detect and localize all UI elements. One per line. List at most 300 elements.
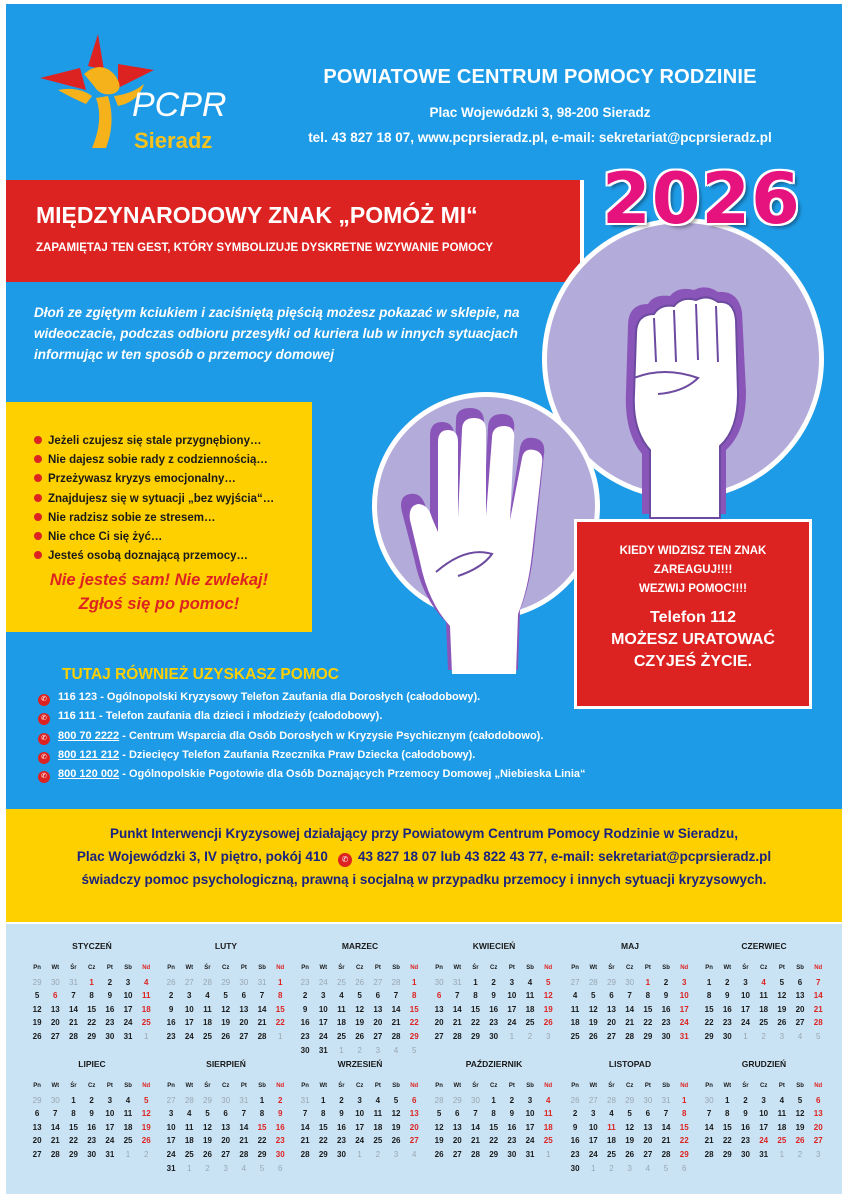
calendar-day: 18 (184, 1136, 194, 1146)
calendar-day: 11 (337, 1004, 346, 1014)
calendar-day: 3 (393, 1149, 399, 1159)
calendar-day: 17 (759, 1122, 769, 1132)
calendar-day: 20 (813, 1122, 823, 1132)
calendar-day: 17 (741, 1004, 750, 1014)
calendar-day: 22 (704, 1018, 714, 1028)
calendar-day: 28 (300, 1149, 310, 1159)
calendar-day: 30 (507, 1149, 517, 1159)
calendar-day: 30 (275, 1149, 285, 1159)
calendar-day: 25 (777, 1136, 787, 1146)
calendar-day: 1 (89, 977, 94, 987)
help-number-link[interactable]: 800 120 002 (58, 768, 120, 781)
help-item: ✆ 800 120 002 - Ogólnopolskie Pogotowie dla Osób Doznających Przemocy Domowej „Niebieska Linia“ (38, 765, 586, 784)
day-header: Nd (142, 1083, 151, 1089)
day-header: Wt (589, 965, 598, 971)
calendar-day: 17 (123, 1004, 133, 1014)
react-line-2: ZAREAGUJ!!!! (653, 564, 733, 576)
day-header: Śr (742, 1083, 749, 1089)
calendar-day: 24 (355, 1136, 365, 1146)
day-header: Sb (796, 965, 804, 971)
day-header: Śr (204, 1083, 211, 1089)
calendar-day: 2 (277, 1095, 283, 1105)
calendar-day: 23 (507, 1136, 517, 1146)
calendar-day: 1 (411, 977, 417, 987)
week-row (162, 1030, 290, 1044)
calendar-day: 31 (123, 1031, 133, 1041)
day-header: Wt (185, 1083, 194, 1089)
calendar-day: 21 (257, 1018, 267, 1028)
react-line-6: CZYJEŚ ŻYCIE. (633, 653, 753, 670)
calendar-day: 18 (570, 1018, 580, 1028)
calendar-day: 5 (205, 1109, 210, 1119)
calendar-day: 10 (355, 1109, 365, 1119)
calendar-day: 17 (105, 1122, 115, 1132)
day-header-row (566, 1080, 694, 1094)
calendar-day: 7 (71, 991, 76, 1001)
week-row (28, 976, 156, 990)
calendar-day: 9 (491, 991, 496, 1001)
calendar-day: 15 (318, 1122, 328, 1132)
calendar-day: 8 (321, 1109, 326, 1119)
week-row (296, 1030, 424, 1044)
calendar-day: 29 (203, 1095, 212, 1105)
calendar-day: 5 (545, 977, 551, 987)
calendar-day: 22 (471, 1018, 480, 1028)
day-header-row (162, 962, 290, 976)
week-row (430, 989, 558, 1003)
calendar-day: 2 (205, 1163, 210, 1173)
day-header: Pt (374, 1083, 381, 1089)
calendar-day: 9 (743, 1109, 748, 1119)
day-header: Pn (705, 965, 713, 971)
week-row (296, 1003, 424, 1017)
calendar-day: 12 (625, 1122, 635, 1132)
calendar-day: 29 (607, 977, 616, 987)
calendar-day: 27 (373, 977, 383, 987)
day-header-row (28, 1080, 156, 1094)
calendar-day: 26 (588, 1031, 598, 1041)
calendar-day: 26 (570, 1095, 580, 1105)
calendar-day: 22 (679, 1136, 689, 1146)
week-row (566, 1134, 694, 1148)
calendar-day: 15 (409, 1004, 419, 1014)
calendar-day: 25 (759, 1018, 769, 1028)
calendar-day: 25 (203, 1031, 212, 1041)
calendar-day: 29 (409, 1031, 419, 1041)
calendar-day: 2 (743, 1095, 748, 1105)
calendar-day: 13 (221, 1122, 231, 1132)
calendar-month (566, 940, 694, 1044)
week-row (28, 1121, 156, 1135)
calendar-day: 31 (452, 977, 462, 987)
week-row (700, 1121, 828, 1135)
calendar-day: 19 (141, 1122, 151, 1132)
calendar-day: 6 (645, 1109, 651, 1119)
calendar-day: 21 (300, 1136, 310, 1146)
calendar-day: 2 (375, 1149, 381, 1159)
calendar-day: 18 (543, 1122, 553, 1132)
calendar-day: 12 (543, 991, 553, 1001)
calendar-day: 16 (741, 1122, 750, 1132)
help-item: ✆ 800 70 2222 - Centrum Wsparcia dla Osób Dorosłych w Kryzysie Psychicznym (całodobowo). (38, 727, 586, 746)
year-label: 2026 (602, 158, 801, 240)
week-row (28, 1030, 156, 1044)
calendar-day: 7 (815, 977, 821, 987)
calendar-day: 29 (69, 1149, 78, 1159)
calendar-day: 12 (203, 1122, 212, 1132)
calendar-day: 23 (166, 1031, 176, 1041)
calendar-day: 8 (491, 1109, 496, 1119)
phone-icon: ✆ (38, 694, 50, 706)
calendar-day: 8 (645, 991, 651, 1001)
day-header: Nd (814, 1083, 823, 1089)
day-header: Nd (680, 1083, 689, 1089)
calendar-day: 18 (607, 1136, 616, 1146)
calendar-day: 13 (50, 1004, 60, 1014)
calendar-day: 1 (71, 1095, 76, 1105)
calendar-day: 30 (105, 1031, 115, 1041)
calendar-day: 17 (355, 1122, 365, 1132)
calendar-day: 30 (570, 1163, 580, 1173)
calendar-day: 28 (184, 1095, 194, 1105)
calendar-day: 5 (797, 1095, 803, 1105)
day-header: Śr (204, 965, 211, 971)
week-row (566, 1094, 694, 1108)
calendar-day: 14 (452, 1004, 462, 1014)
react-line-5: MOŻESZ URATOWAĆ (611, 631, 775, 648)
day-header: Sb (526, 965, 534, 971)
calendar-day: 3 (187, 991, 192, 1001)
calendar-day: 13 (452, 1122, 462, 1132)
help-item: ✆ 800 121 212 - Dziecięcy Telefon Zaufania Rzecznika Praw Dziecka (całodobowy). (38, 746, 586, 765)
week-row (162, 1121, 290, 1135)
calendar-day: 13 (434, 1004, 444, 1014)
calendar-day: 24 (166, 1149, 176, 1159)
calendar-day: 18 (337, 1018, 346, 1028)
calendar-day: 7 (302, 1109, 308, 1119)
calendar-day: 28 (69, 1031, 78, 1041)
calendar-day: 30 (643, 1095, 653, 1105)
help-list (38, 688, 586, 784)
calendar-day: 19 (355, 1018, 365, 1028)
day-header: Śr (608, 965, 615, 971)
week-row (162, 1003, 290, 1017)
calendar-day: 31 (239, 1095, 249, 1105)
calendar-day: 28 (391, 977, 401, 987)
calendar-day: 30 (337, 1149, 346, 1159)
calendar-day: 1 (143, 1031, 149, 1041)
calendar-day: 2 (143, 1149, 149, 1159)
calendar-day: 30 (434, 977, 444, 987)
calendar-day: 1 (779, 1149, 785, 1159)
day-header: Cz (759, 965, 768, 971)
calendar-day: 28 (50, 1149, 60, 1159)
bullet-dot-icon (34, 494, 42, 502)
logo-letters: PCPR (132, 86, 227, 124)
calendar-day: 29 (318, 1149, 328, 1159)
calendar-day: 12 (355, 1004, 365, 1014)
week-row (28, 1134, 156, 1148)
calendar-day: 23 (337, 1136, 346, 1146)
day-header: Pt (778, 1083, 785, 1089)
calendar-day: 23 (105, 1018, 115, 1028)
calendar-day: 16 (166, 1018, 176, 1028)
day-header: Pn (301, 1083, 309, 1089)
calendar-day: 19 (795, 1122, 805, 1132)
calendar-day: 6 (223, 1109, 228, 1119)
calendar-day: 26 (355, 1031, 365, 1041)
calendar-day: 20 (50, 1018, 60, 1028)
calendar-day: 8 (681, 1109, 687, 1119)
phone-icon: ✆ (338, 853, 352, 867)
calendar-day: 25 (543, 1136, 553, 1146)
week-row (700, 989, 828, 1003)
calendar-day: 23 (489, 1018, 499, 1028)
calendar-day: 8 (259, 1109, 265, 1119)
calendar-day: 3 (527, 1095, 533, 1105)
calendar-day: 26 (203, 1149, 212, 1159)
calendar-day: 20 (452, 1136, 462, 1146)
calendar-day: 21 (813, 1004, 823, 1014)
calendar-day: 28 (704, 1149, 714, 1159)
calendar-day: 15 (489, 1122, 499, 1132)
intervention-line-3: świadczy pomoc psychologiczną, prawną i socjalną w przypadku przemocy i innych sytuacji kryzysowych. (81, 872, 767, 887)
calendar-day: 30 (50, 1095, 60, 1105)
calendar-day: 27 (32, 1149, 42, 1159)
week-row (162, 1134, 290, 1148)
calendar-day: 1 (339, 1045, 344, 1055)
calendar-day: 11 (203, 1004, 212, 1014)
calendar-day: 30 (704, 1095, 714, 1105)
day-header: Śr (742, 965, 749, 971)
week-row (296, 1148, 424, 1162)
calendar-day: 23 (661, 1018, 671, 1028)
day-header: Pt (644, 965, 651, 971)
month-name: WRZESIEŃ (337, 1059, 383, 1069)
calendar-day: 3 (815, 1149, 821, 1159)
phone-icon: ✆ (38, 713, 50, 725)
calendar-day: 1 (743, 1031, 748, 1041)
week-row (430, 1134, 558, 1148)
calendar-day: 27 (221, 1149, 231, 1159)
calendar-day: 26 (221, 1031, 231, 1041)
calendar-day: 13 (239, 1004, 249, 1014)
day-header: Sb (124, 965, 132, 971)
bullet-dot-icon (34, 551, 42, 559)
calendar-day: 3 (627, 1163, 632, 1173)
week-row (28, 1148, 156, 1162)
calendar-day: 2 (339, 1095, 344, 1105)
calendar-day: 23 (741, 1136, 750, 1146)
calendar-day: 14 (813, 991, 823, 1001)
calendar-day: 14 (257, 1004, 267, 1014)
week-row (566, 1003, 694, 1017)
organization-name: POWIATOWE CENTRUM POMOCY RODZINIE (323, 66, 757, 88)
calendar-day: 22 (409, 1018, 419, 1028)
calendar-day: 12 (221, 1004, 231, 1014)
help-number-link[interactable]: 800 121 212 (58, 748, 120, 761)
day-header: Nd (814, 965, 823, 971)
week-row (566, 1121, 694, 1135)
month-name: CZERWIEC (741, 941, 787, 951)
phone-icon: ✆ (38, 752, 50, 764)
calendar-day: 13 (643, 1122, 653, 1132)
calendar-day: 9 (572, 1122, 578, 1132)
calendar-day: 16 (337, 1122, 346, 1132)
week-row (430, 1148, 558, 1162)
day-header: Pn (33, 1083, 41, 1089)
calendar-day: 11 (141, 991, 151, 1001)
day-header: Cz (489, 1083, 498, 1089)
calendar-day: 31 (525, 1149, 535, 1159)
day-header: Wt (319, 965, 328, 971)
calendar-month (566, 1058, 694, 1175)
day-header: Śr (70, 1083, 77, 1089)
day-header: Nd (410, 1083, 419, 1089)
day-header: Cz (625, 1083, 634, 1089)
calendar-day: 11 (570, 1004, 580, 1014)
calendar-day: 30 (87, 1149, 97, 1159)
calendar-day: 5 (436, 1109, 442, 1119)
calendar-day: 10 (166, 1122, 176, 1132)
calendar-day: 28 (607, 1095, 616, 1105)
calendar-day: 3 (761, 1095, 766, 1105)
calendar-day: 4 (527, 977, 533, 987)
calendar-day: 21 (452, 1018, 462, 1028)
calendar-day: 4 (143, 977, 149, 987)
calendar-day: 8 (725, 1109, 730, 1119)
calendar-day: 7 (53, 1109, 58, 1119)
calendar-day: 5 (627, 1109, 632, 1119)
calendar-day: 30 (661, 1031, 671, 1041)
day-header: Śr (338, 965, 345, 971)
help-number-link[interactable]: 800 70 2222 (58, 729, 120, 742)
week-row (700, 1030, 828, 1044)
calendar-month (28, 940, 156, 1044)
calendar-day: 4 (375, 1095, 381, 1105)
day-header: Sb (124, 1083, 132, 1089)
calendar-day: 30 (50, 977, 60, 987)
checklist-item: Przeżywasz kryzys emocjonalny… (34, 470, 274, 489)
day-header: Wt (453, 965, 462, 971)
calendar-day: 10 (507, 991, 517, 1001)
calendar-day: 25 (123, 1136, 133, 1146)
week-row (700, 1107, 828, 1121)
calendar-day: 6 (34, 1109, 40, 1119)
week-row (296, 1016, 424, 1030)
calendar-day: 22 (257, 1136, 267, 1146)
calendar-day: 28 (588, 977, 598, 987)
day-header-row (700, 1080, 828, 1094)
calendar-day: 31 (105, 1149, 115, 1159)
calendar-day: 2 (609, 1163, 614, 1173)
calendar-day: 24 (679, 1018, 689, 1028)
calendar-day: 2 (168, 991, 174, 1001)
help-item: ✆ 116 111 - Telefon zaufania dla dzieci i młodzieży (całodobowy). (38, 707, 586, 726)
calendar-day: 3 (591, 1109, 596, 1119)
week-row (566, 1162, 694, 1176)
day-header: Cz (87, 1083, 96, 1089)
react-line-3: WEZWIJ POMOC!!!! (639, 583, 747, 595)
calendar-day: 27 (795, 1018, 805, 1028)
day-header: Nd (410, 965, 419, 971)
calendar-day: 9 (89, 1109, 94, 1119)
day-header-row (566, 962, 694, 976)
calendar-day: 9 (509, 1109, 515, 1119)
week-row (296, 1107, 424, 1121)
calendar-day: 2 (302, 991, 308, 1001)
day-header: Pt (240, 965, 247, 971)
calendar-day: 23 (570, 1149, 580, 1159)
week-row (700, 1016, 828, 1030)
calendar-day: 2 (725, 977, 730, 987)
calendar-day: 1 (509, 1031, 515, 1041)
calendar-day: 18 (373, 1122, 383, 1132)
calendar-day: 3 (779, 1031, 785, 1041)
calendar-day: 16 (489, 1004, 499, 1014)
week-row (700, 976, 828, 990)
week-row (700, 1003, 828, 1017)
calendar-day: 25 (525, 1018, 535, 1028)
calendar-day: 13 (409, 1109, 419, 1119)
day-header: Pn (33, 965, 41, 971)
calendar-day: 16 (87, 1122, 97, 1132)
phone-icon: ✆ (38, 733, 50, 745)
calendar-day: 29 (32, 1095, 42, 1105)
day-header: Pt (508, 965, 515, 971)
calendar-day: 14 (704, 1122, 714, 1132)
calendar-day: 26 (141, 1136, 151, 1146)
calendar-day: 3 (509, 977, 515, 987)
day-header-row (162, 1080, 290, 1094)
calendar-day: 27 (239, 1031, 249, 1041)
calendar-day: 1 (321, 1095, 326, 1105)
calendar-day: 15 (643, 1004, 653, 1014)
calendar-day: 8 (277, 991, 283, 1001)
calendar-day: 6 (375, 991, 381, 1001)
calendar-month (700, 1058, 828, 1162)
week-row (430, 1107, 558, 1121)
calendar-day: 27 (434, 1031, 444, 1041)
calendar-day: 17 (184, 1018, 194, 1028)
calendar-day: 12 (434, 1122, 444, 1132)
calendar-day: 15 (679, 1122, 689, 1132)
calendar-day: 9 (107, 991, 113, 1001)
calendar-month (162, 940, 290, 1044)
day-header: Pn (571, 1083, 579, 1089)
calendar-day: 4 (761, 977, 766, 987)
calendar-day: 5 (411, 1045, 417, 1055)
checklist-item: Nie radzisz sobie ze stresem… (34, 509, 274, 528)
calendar-day: 29 (489, 1149, 499, 1159)
calendar-day: 20 (239, 1018, 249, 1028)
calendar-day: 1 (706, 977, 712, 987)
calendar-day: 17 (679, 1004, 689, 1014)
calendar-day: 26 (795, 1136, 805, 1146)
calendar-day: 2 (357, 1045, 362, 1055)
calendar-day: 22 (318, 1136, 328, 1146)
calendar-day: 27 (409, 1136, 419, 1146)
day-header: Pt (106, 965, 113, 971)
calendar-day: 28 (239, 1149, 249, 1159)
calendar-day: 4 (187, 1109, 192, 1119)
calendar-day: 4 (779, 1095, 785, 1105)
day-header: Pt (106, 1083, 113, 1089)
calendar-day: 7 (627, 991, 632, 1001)
calendar-day: 30 (489, 1031, 499, 1041)
day-header: Pn (705, 1083, 713, 1089)
calendar-day: 2 (509, 1095, 515, 1105)
